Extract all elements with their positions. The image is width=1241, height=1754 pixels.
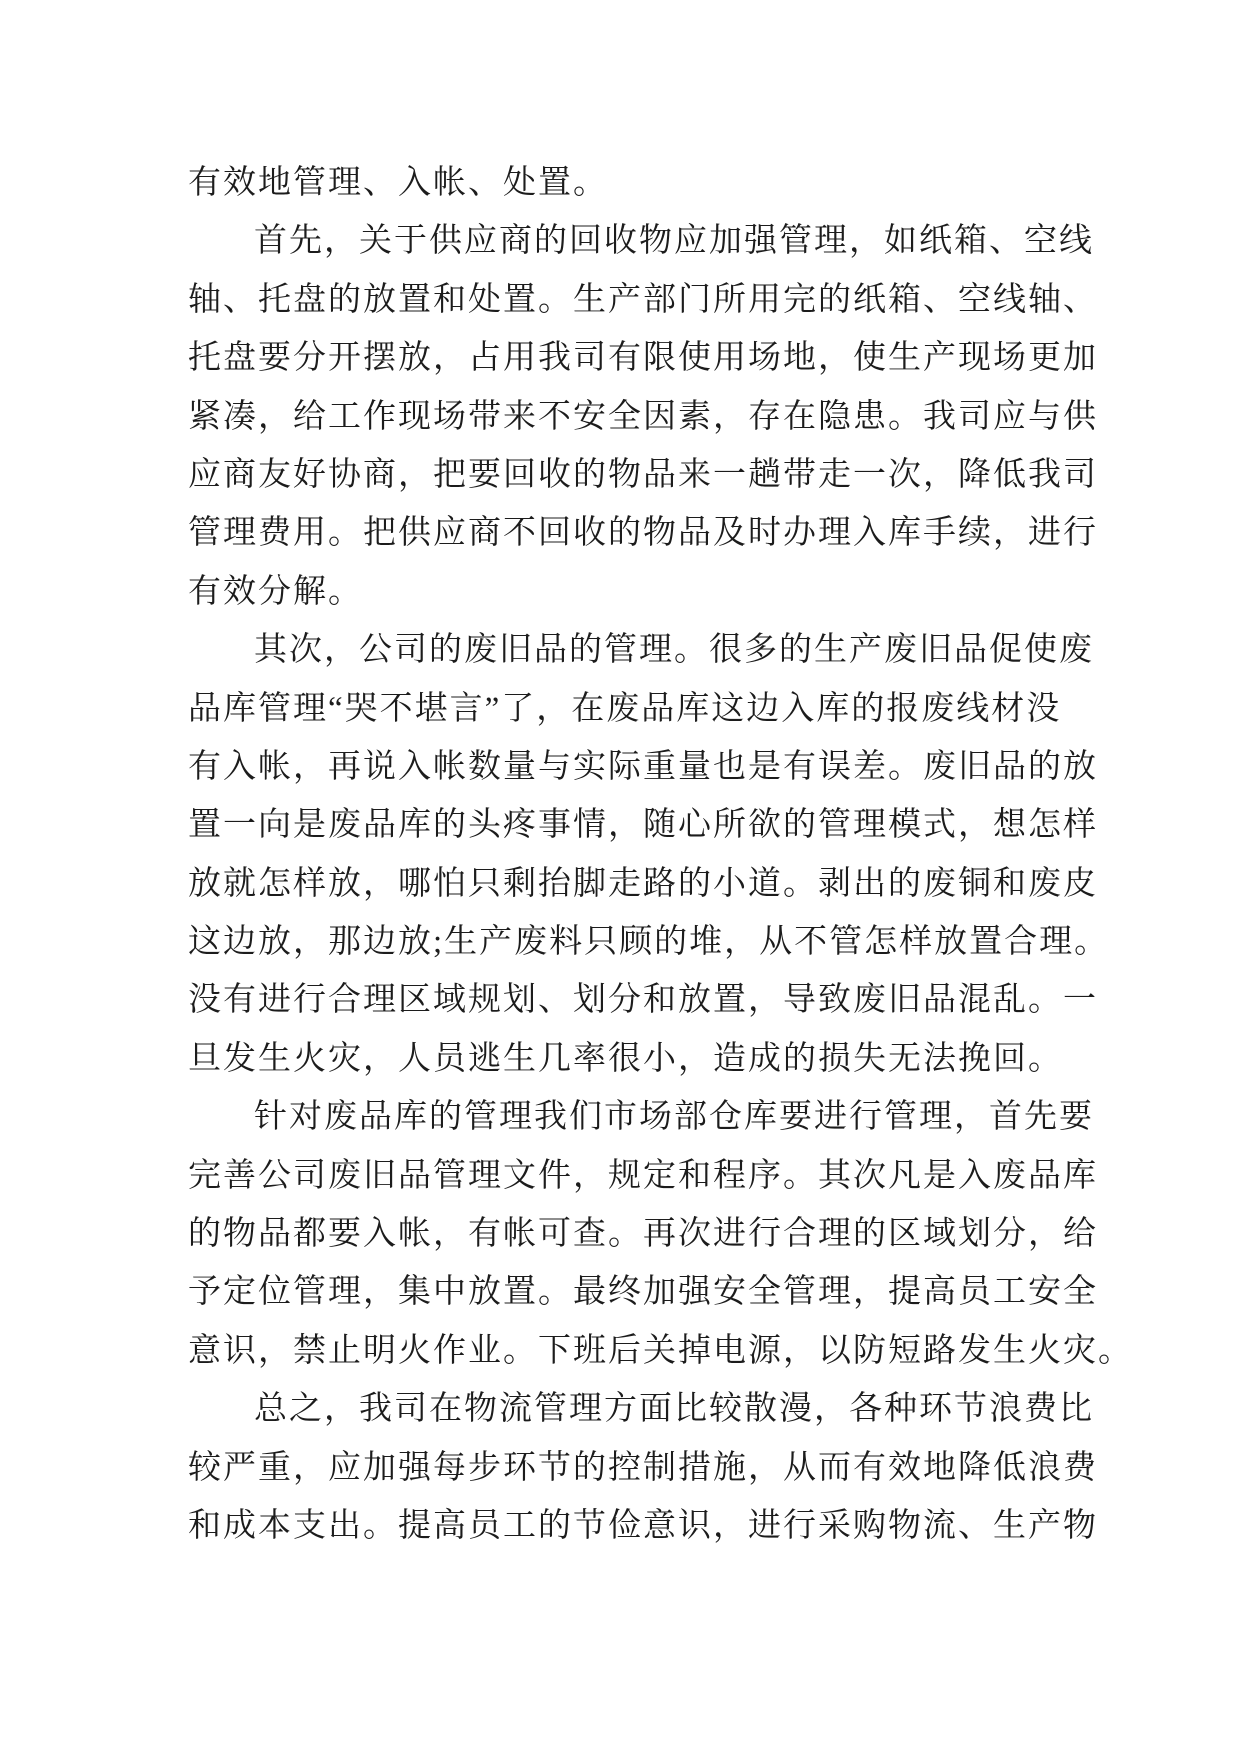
text-line: 品库管理“哭不堪言”了，在废品库这边入库的报废线材没 (188, 690, 1062, 727)
text-line: 总之，我司在物流管理方面比较散漫，各种环节浪费比 (254, 1391, 1094, 1428)
text-line: 其次，公司的废旧品的管理。很多的生产废旧品促使废 (254, 632, 1094, 669)
text-line: 意识，禁止明火作业。下班后关掉电源，以防短路发生火灾。 (188, 1332, 1133, 1369)
text-line: 予定位管理，集中放置。最终加强安全管理，提高员工安全 (188, 1274, 1098, 1311)
text-line: 和成本支出。提高员工的节俭意识，进行采购物流、生产物 (188, 1507, 1098, 1544)
text-line: 轴、托盘的放置和处置。生产部门所用完的纸箱、空线轴、 (188, 281, 1098, 318)
text-line: 首先，关于供应商的回收物应加强管理，如纸箱、空线 (254, 223, 1094, 260)
text-line: 管理费用。把供应商不回收的物品及时办理入库手续，进行 (188, 515, 1098, 552)
text-line: 没有进行合理区域规划、划分和放置，导致废旧品混乱。一 (188, 982, 1098, 1019)
text-line: 的物品都要入帐，有帐可查。再次进行合理的区域划分，给 (188, 1216, 1098, 1253)
text-line: 旦发生火灾，人员逃生几率很小，造成的损失无法挽回。 (188, 1040, 1063, 1077)
text-line: 有效分解。 (188, 573, 363, 610)
text-line: 托盘要分开摆放，占用我司有限使用场地，使生产现场更加 (188, 340, 1098, 377)
text-line: 应商友好协商，把要回收的物品来一趟带走一次，降低我司 (188, 456, 1098, 493)
text-line: 较严重，应加强每步环节的控制措施，从而有效地降低浪费 (188, 1449, 1098, 1486)
text-line: 放就怎样放，哪怕只剩抬脚走路的小道。剥出的废铜和废皮 (188, 865, 1098, 902)
text-line: 有入帐，再说入帐数量与实际重量也是有误差。废旧品的放 (188, 748, 1098, 785)
text-line: 有效地管理、入帐、处置。 (188, 165, 608, 201)
document-body (188, 154, 1133, 1555)
text-line: 完善公司废旧品管理文件，规定和程序。其次凡是入废品库 (188, 1157, 1098, 1194)
text-line: 置一向是废品库的头疼事情，随心所欲的管理模式，想怎样 (188, 807, 1098, 844)
text-line: 紧凑，给工作现场带来不安全因素，存在隐患。我司应与供 (188, 398, 1098, 435)
text-line: 这边放，那边放;生产废料只顾的堆，从不管怎样放置合理。 (188, 924, 1110, 961)
text-line: 针对废品库的管理我们市场部仓库要进行管理，首先要 (254, 1099, 1094, 1136)
